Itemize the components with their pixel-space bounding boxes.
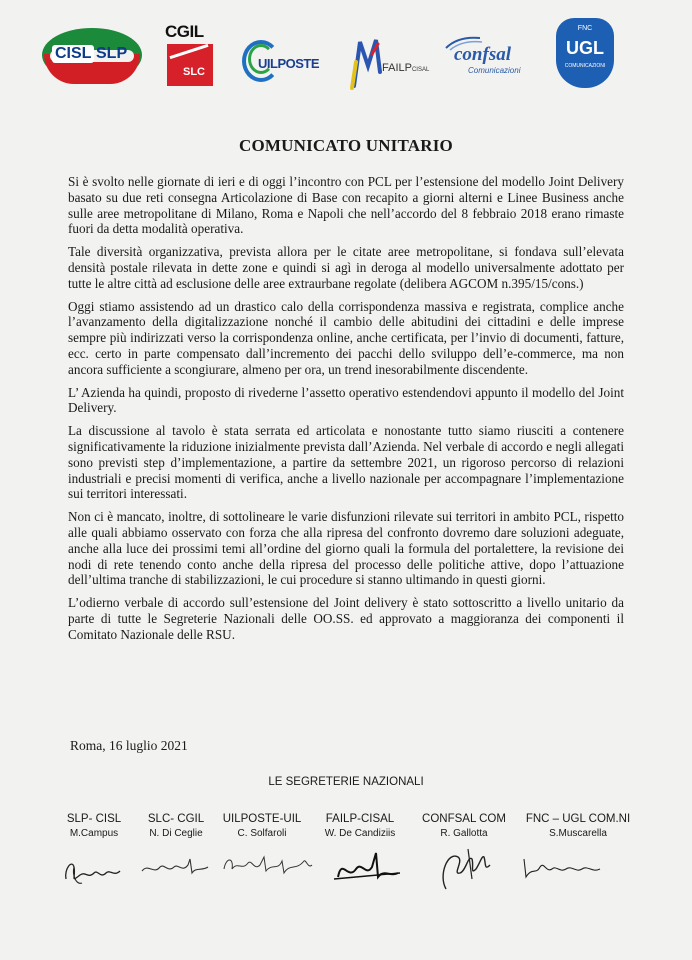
signatory-org: CONFSAL COM bbox=[422, 813, 506, 825]
signatory bbox=[310, 811, 410, 841]
signatory-org: FNC – UGL COM.NI bbox=[525, 813, 631, 825]
confsal-logo: confsal Comunicazioni bbox=[440, 34, 530, 84]
signatories-title: LE SEGRETERIE NAZIONALI bbox=[268, 776, 424, 788]
paragraph: Tale diversità organizzativa, prevista allora per le citate aree metropolitane, si fondava sull’elevata densità postale rilevata in dette zone e quindi si agì in deroga al modello universalmente adottato per tutte le altre città ad esclusione delle aree extraurbane regolate (delibera AGCOM n.395/15/cons.) bbox=[68, 244, 624, 291]
signatory-name: S.Muscarella bbox=[549, 828, 607, 839]
signatory-org: SLP- CISL bbox=[66, 813, 122, 825]
signature-de-candiziis bbox=[332, 847, 402, 887]
signatory-org: SLC- CGIL bbox=[147, 813, 205, 825]
signatory-name: C. Solfaroli bbox=[237, 828, 287, 839]
logo-strip bbox=[0, 10, 692, 95]
signatory-name: M.Campus bbox=[69, 828, 119, 839]
signatory bbox=[54, 811, 134, 841]
signature-gallotta bbox=[428, 845, 498, 895]
failp-cisal-logo: FAILPCISAL bbox=[350, 32, 430, 92]
document-date: Roma, 16 luglio 2021 bbox=[70, 738, 188, 753]
ugl-logo: FNC UGL COMUNICAZIONI bbox=[556, 18, 616, 90]
paragraph: Oggi stiamo assistendo ad un drastico calo della corrispondenza massiva e registrata, complice anche l’avanzamento della digitalizzazione nonché il cambio delle abitudini dei cittadini e delle imprese sempre più indirizzati verso la corrispondenza online, anche certificata, per l’invio di documenti, fatture, ecc. certo in parte compensato dall’incremento dei pacchi dello sviluppo dell’e-commerce, ma non ancora sufficiente a scongiurare, almeno per ora, un trend inesorabilmente discendente. bbox=[68, 298, 624, 377]
uilposte-logo: UILPOSTE bbox=[240, 40, 330, 80]
signatory-name: W. De Candiziis bbox=[324, 828, 396, 839]
document-body bbox=[68, 174, 624, 650]
signature-di-ceglie bbox=[138, 853, 216, 881]
signature-campus bbox=[60, 849, 132, 889]
signatory-name: N. Di Ceglie bbox=[149, 828, 203, 839]
document-title: COMUNICATO UNITARIO bbox=[239, 136, 453, 155]
signatory-org: UILPOSTE-UIL bbox=[222, 813, 302, 825]
paragraph: L’odierno verbale di accordo sull’estensione del Joint delivery è stato sottoscritto a livello unitario da parte di tutte le Segreterie Nazionali delle OO.SS. ed approvato a maggioranza dei componenti il Comitato Nazionale delle RSU. bbox=[68, 595, 624, 642]
signatory bbox=[518, 811, 638, 841]
cgil-slc-logo: CGIL SLC bbox=[163, 22, 215, 90]
signature-solfaroli bbox=[220, 849, 316, 881]
signature-muscarella bbox=[520, 853, 610, 883]
signatory bbox=[212, 811, 312, 841]
signatory bbox=[136, 811, 216, 841]
signatory-name: R. Gallotta bbox=[440, 828, 488, 839]
paragraph: Non ci è mancato, inoltre, di sottolineare le varie disfunzioni rilevate sui territori in ambito PCL, rispetto alle quali abbiamo osservato con forza che alla ripresa del confronto dovremo dare soluzioni adeguate, anche alla luce dei prossimi temi all’ordine del giorno quali la formula del portalettere, la revisione dei nodi di rete tenendo conto anche della ripresa del processo delle politiche attive, dopo l’attuazione dell’ultima tranche di stabilizzazioni, le cui procedure si stanno ultimando in questi giorni. bbox=[68, 509, 624, 588]
signatory bbox=[414, 811, 514, 841]
handwritten-signatures bbox=[60, 845, 640, 905]
paragraph: La discussione al tavolo è stata serrata ed articolata e nonostante tutto siamo riusciti a contenere significativamente la riduzione inizialmente prevista dall’Azienda. Nel verbale di accordo e negli allegati sono previsti step d’implementazione, a partire da settembre 2021, un rigoroso percorso di relazioni industriali e precisi momenti di verifica, anche a livello nazionale per accompagnare l’implementazione sui territori interessati. bbox=[68, 423, 624, 502]
cisl-slp-logo: CISL SLP bbox=[42, 28, 142, 88]
paragraph: L’ Azienda ha quindi, proposto di rivederne l’assetto operativo estendendovi appunto il modello del Joint Delivery. bbox=[68, 384, 624, 416]
signatory-org: FAILP-CISAL bbox=[325, 813, 395, 825]
paragraph: Si è svolto nelle giornate di ieri e di oggi l’incontro con PCL per l’estensione del modello Joint Delivery basato su due reti consegna Articolazione di Base con recapito a giorni alterni e Linee Business anche sulle aree metropolitane di Milano, Roma e Napoli che nell’accordo del 8 febbraio 2018 erano rimaste fuori da detta modalità operativa. bbox=[68, 174, 624, 237]
